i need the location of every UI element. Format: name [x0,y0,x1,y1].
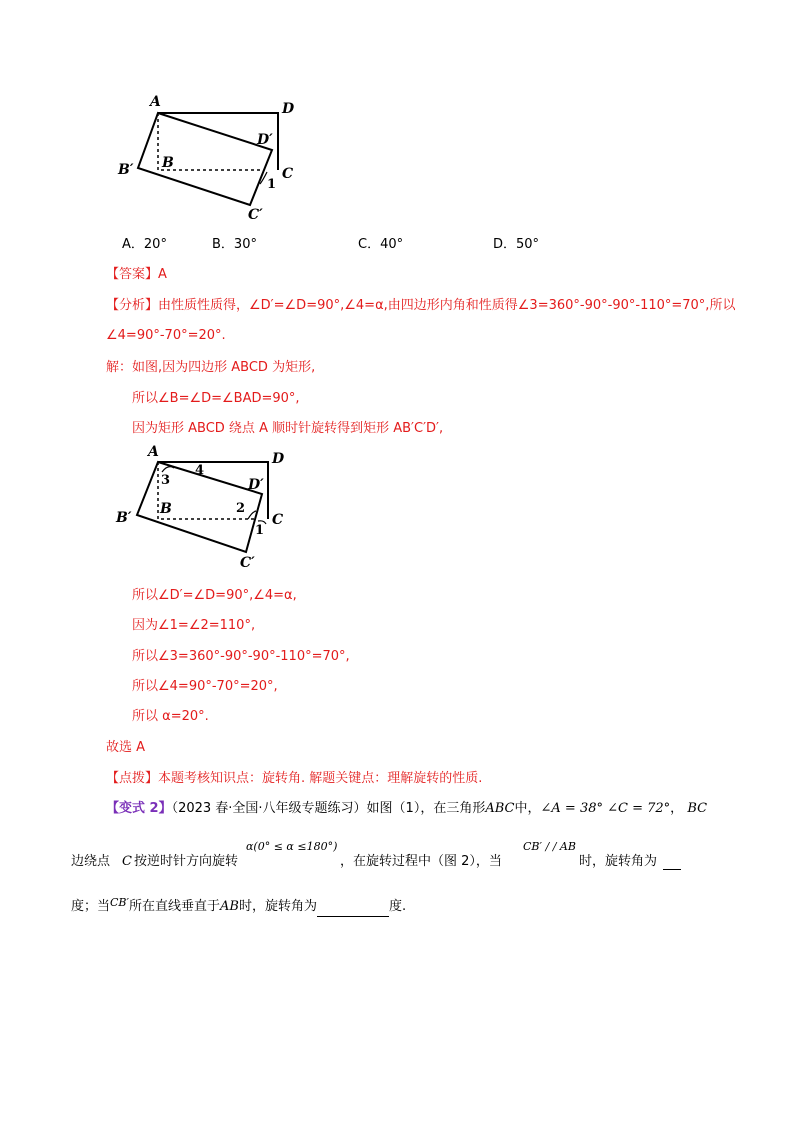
step-4: 所以∠4=90°-70°=20°, [132,679,278,694]
step-3: 所以∠3=360°-90°-90°-110°=70°, [132,649,350,664]
option-c-value: 40° [380,237,404,252]
fig2-label-B: B [160,501,172,517]
alpha-range: α(0° ≤ α ≤180°) [246,840,338,853]
fig2-label-A: A [148,444,159,460]
tip [106,770,482,788]
variant-tag: 【变式 2】 [106,801,172,816]
fig2-label-3: 3 [161,473,171,488]
fig2-label-Dp: D′ [248,477,264,493]
variant-line-3 [71,894,406,917]
step-1: 所以∠D′=∠D=90°,∠4=α, [132,588,297,603]
option-c-letter: C． [358,237,381,252]
side-bc: BC [687,801,708,816]
fig2-label-4: 4 [195,463,205,478]
segment-ab: AB [220,899,239,914]
option-d-value: 50° [516,237,540,252]
option-b-value: 30° [233,237,257,252]
variant-text-1b: 中， [514,801,541,816]
answer-text: A [158,267,167,282]
analysis-tag: 【分析】 [106,298,159,313]
fig1-label-A: A [150,94,161,110]
fig1-label-D: D [282,101,295,117]
option-a-value: 20° [143,237,167,252]
variant-line-1 [106,800,707,818]
fig1-label-C: C [282,166,294,182]
fig1-label-1: 1 [267,177,277,192]
point-c: C [122,854,132,869]
fig1-label-B: B [162,155,174,171]
variant-comma: ， [670,801,684,816]
option-d[interactable] [493,236,539,254]
parallel-condition: CB′ / / AB [523,840,576,853]
tip-text: 本题考核知识点：旋转角. 解题关键点：理解旋转的性质. [158,771,483,786]
figure-1 [110,92,310,227]
fig2-label-Bp: B′ [116,510,132,526]
segment-cbp: CB′ [110,896,130,909]
angle-c-value: ∠C = 72° [607,801,671,816]
angle-arc-3-4 [162,467,174,472]
analysis-line-1 [106,297,735,315]
variant-text-3b: 所在直线垂直于 [129,899,221,914]
solution-line-2: 所以∠B=∠D=∠BAD=90°, [132,391,300,406]
fig2-label-Cp: C′ [240,555,255,571]
option-a-letter: A． [122,237,144,252]
fig2-label-D: D [272,451,285,467]
fig1-label-Cp: C′ [248,207,263,223]
variant-text-2c: ，在旋转过程中（图 2），当 [340,854,502,869]
tip-tag: 【点拨】 [106,771,159,786]
solution-line-3: 因为矩形 ABCD 绕点 A 顺时针旋转得到矩形 AB′C′D′, [132,421,444,436]
analysis-line-2: ∠4=90°-70°=20°. [106,328,226,343]
variant-text-2b: 按逆时针方向旋转 [134,854,239,869]
conclusion: 故选 A [106,740,146,755]
answer-tag: 【答案】 [106,267,159,282]
option-b[interactable] [212,236,257,254]
answer [106,266,167,284]
step-2: 因为∠1=∠2=110°, [132,618,256,633]
analysis-text-1: 由性质性质得，∠D′=∠D=90°,∠4=α,由四边形内角和性质得∠3=360°-90°-90°-110°=70°,所以 [158,298,736,313]
option-b-letter: B． [212,237,234,252]
variant-text-2d: 时，旋转角为 [579,854,658,869]
fig1-label-Dp: D′ [257,132,273,148]
option-c[interactable] [358,236,403,254]
figure-2 [110,442,310,577]
fig1-label-Bp: B′ [118,162,134,178]
fig2-label-C: C [272,512,284,528]
angle-a-value: ∠A = 38° [540,801,603,816]
triangle-abc: ABC [485,801,515,816]
step-5: 所以 α=20°. [132,709,209,724]
answer-blank-1[interactable] [663,869,681,870]
variant-text-3a: 度；当 [71,899,111,914]
option-d-letter: D． [493,237,517,252]
variant-text-1a: （2023 春·全国·八年级专题练习）如图（1），在三角形 [171,801,486,816]
variant-text-2a: 边绕点 [71,854,111,869]
solution-line-1: 解：如图,因为四边形 ABCD 为矩形, [106,360,316,375]
variant-text-3d: 度. [389,899,407,914]
option-a[interactable] [122,236,167,254]
answer-blank-2[interactable] [317,898,389,917]
fig2-label-2: 2 [236,501,246,516]
variant-text-3c: 时，旋转角为 [238,899,317,914]
fig2-label-1: 1 [255,523,265,538]
